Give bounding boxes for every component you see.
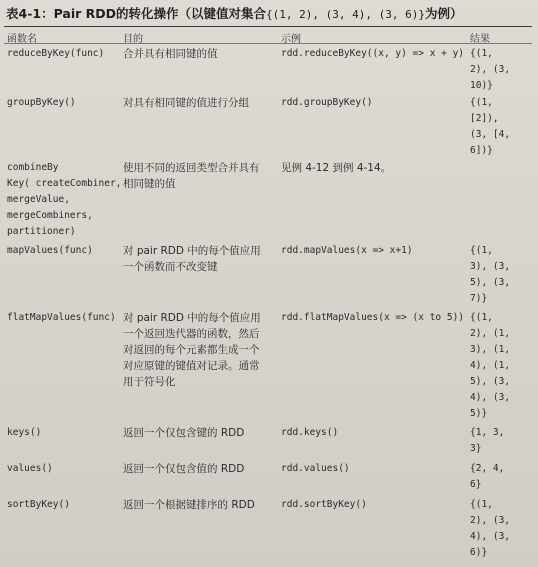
row-sortbykey-purpose: 返回一个根据键排序的 RDD [123, 499, 255, 511]
row-reducebykey-name: reduceByKey(func) [7, 48, 105, 59]
row-keys-purpose: 返回一个仅包含键的 RDD [123, 427, 245, 439]
row-combinebykey-purpose: 使用不同的返回类型合并具有 相同键的值 [123, 162, 260, 190]
row-keys-result: {1, 3, 3} [470, 427, 505, 454]
row-groupbykey-example: rdd.groupByKey() [281, 97, 373, 108]
row-groupbykey-result: {(1, [2]), (3, [4, 6])} [470, 97, 511, 156]
row-values-result: {2, 4, 6} [470, 463, 505, 490]
row-keys-example: rdd.keys() [281, 427, 339, 438]
row-sortbykey-result: {(1, 2), (3, 4), (3, 6)} [470, 499, 511, 558]
caption-prefix: 表4-1：Pair RDD的转化操作（以键值对集合 [6, 6, 267, 21]
row-flatmapvalues-result: {(1, 2), (1, 3), (1, 4), (1, 5), (3, 4), (3, 5)} [470, 312, 511, 419]
header-example: 示例 [281, 34, 301, 45]
row-sortbykey-example: rdd.sortByKey() [281, 499, 367, 510]
row-values-example: rdd.values() [281, 463, 350, 474]
row-mapvalues-purpose: 对 pair RDD 中的每个值应用 一个函数而不改变键 [123, 245, 261, 273]
row-flatmapvalues-purpose: 对 pair RDD 中的每个值应用 一个返回迭代器的函数，然后 对返回的每个元素都生成一个 对应原键的键值对记录。通常 用于符号化 [123, 312, 261, 388]
row-reducebykey-result: {(1, 2), (3, 10)} [470, 48, 511, 91]
row-flatmapvalues-example: rdd.flatMapValues(x => (x to 5)) [281, 312, 465, 323]
row-combinebykey-example: 见例 4-12 到例 4-14。 [281, 162, 392, 174]
row-groupbykey-purpose: 对具有相同键的值进行分组 [123, 97, 249, 109]
header-purpose: 目的 [123, 34, 143, 45]
caption-set: {(1, 2), (3, 4), (3, 6)} [266, 8, 425, 21]
row-combinebykey-name: combineBy Key( createCombiner, mergeValue, mergeCombiners, partitioner) [7, 162, 122, 237]
row-groupbykey-name: groupByKey() [7, 97, 76, 108]
row-mapvalues-example: rdd.mapValues(x => x+1) [281, 245, 413, 256]
row-keys-name: keys() [7, 427, 42, 438]
row-mapvalues-result: {(1, 3), (3, 5), (3, 7)} [470, 245, 511, 304]
table-top-rule [4, 26, 532, 27]
table-caption [6, 4, 463, 22]
row-mapvalues-name: mapValues(func) [7, 245, 93, 256]
caption-suffix: 为例） [424, 6, 463, 21]
row-flatmapvalues-name: flatMapValues(func) [7, 312, 116, 323]
row-values-purpose: 返回一个仅包含值的 RDD [123, 463, 245, 475]
row-sortbykey-name: sortByKey() [7, 499, 70, 510]
header-result: 结果 [470, 34, 490, 45]
row-values-name: values() [7, 463, 53, 474]
row-reducebykey-purpose: 合并具有相同键的值 [123, 48, 218, 60]
header-name: 函数名 [7, 34, 37, 45]
table-header-rule [4, 43, 532, 44]
row-reducebykey-example: rdd.reduceByKey((x, y) => x + y) [281, 48, 465, 59]
